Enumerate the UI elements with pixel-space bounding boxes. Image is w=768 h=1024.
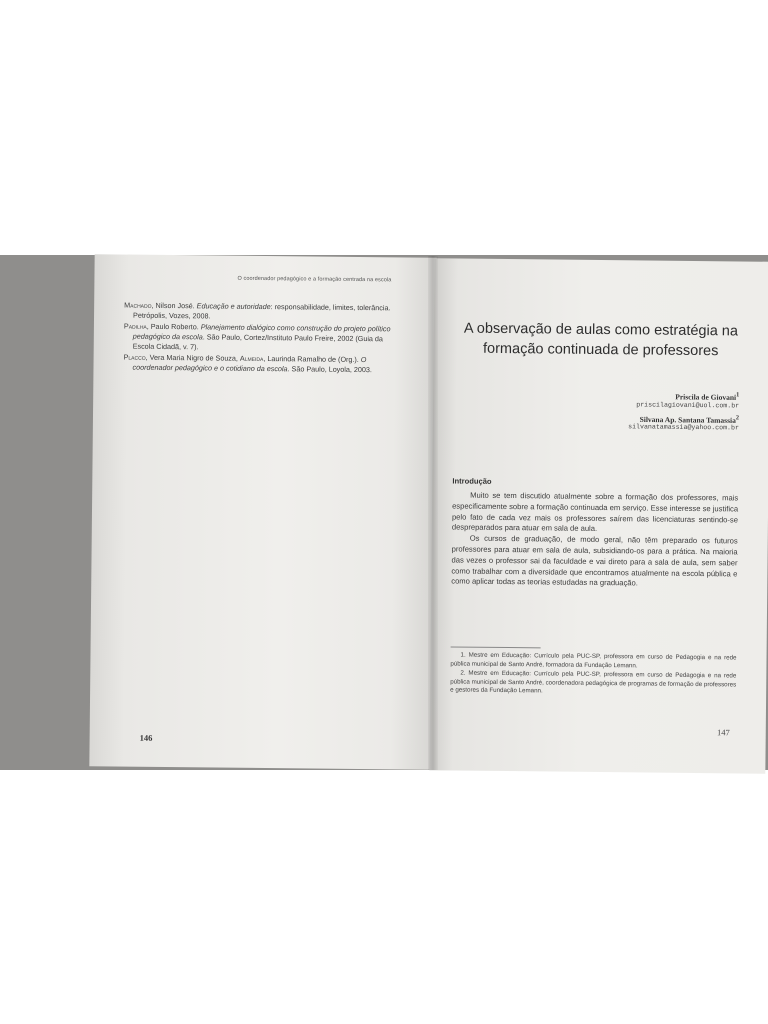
reference-title: O coordenador pedagógico e o cotidiano da escola bbox=[132, 355, 367, 374]
reference-text: : responsabilidade, limites, tolerância. Petrópolis, Vozes, 2008. bbox=[133, 302, 391, 321]
author-name-text: Priscila de Giovani bbox=[675, 392, 737, 402]
reference-item bbox=[124, 301, 406, 324]
book-gutter bbox=[428, 256, 438, 770]
reference-text: , Paulo Roberto. bbox=[146, 321, 201, 332]
author-name-text: Silvana Ap. Santana Tamassia bbox=[639, 414, 736, 425]
paragraph: Muito se tem discutido atualmente sobre a formação dos professores, mais especificamente sobre a formação continuada em serviço. Esse interesse se justifica pelo fato de cada vez mais os professores saírem das licenciaturas sentindo-se despreparados para atuar em sala de aula. bbox=[451, 490, 739, 534]
footnote-marker: 2 bbox=[735, 413, 740, 421]
reference-text: , Vera Maria Nigro de Souza, bbox=[145, 352, 240, 363]
page-number-left: 146 bbox=[139, 732, 153, 743]
reference-text: , Nilson José. bbox=[151, 300, 197, 311]
paragraph: Os cursos de graduação, de modo geral, não têm preparado os futuros professores para atuar em sala de aula, subsidiando-os para a prática. Na maioria das vezes o professor sai da faculdade e vai direto para a sala de aula, sem saber como trabalhar com a diversidade que encontramos atualmente na escola pública e como aplicar todas as teorias estudadas na graduação. bbox=[451, 533, 738, 588]
reference-text: . São Paulo, Cortez/Instituto Paulo Freire, 2002 (Guia da Escola Cidadã, v. 7). bbox=[132, 332, 383, 352]
footnote: 1. Mestre em Educação: Currículo pela PUC-SP, professora em curso de Pedagogia e na rede pública municipal de Santo André, formadora da Fundação Lemann. bbox=[450, 651, 737, 669]
section-heading: Introdução bbox=[452, 476, 492, 486]
running-head: O coordenador pedagógico e a formação centrada na escola bbox=[237, 275, 392, 284]
author-email: priscilagiovani@uol.com.br bbox=[636, 400, 740, 409]
footnote-marker: 1 bbox=[736, 391, 740, 399]
reference-list bbox=[123, 301, 406, 377]
reference-author: Placco bbox=[123, 352, 146, 362]
right-page bbox=[429, 258, 768, 773]
reference-author: Machado bbox=[124, 300, 152, 310]
reference-title: Educação e autoridade bbox=[196, 301, 271, 312]
reference-text: . São Paulo, Loyola, 2003. bbox=[287, 364, 372, 375]
reference-author: Almeida bbox=[239, 353, 264, 363]
reference-author: Padilha bbox=[123, 321, 147, 331]
article-title: A observação de aulas como estratégia na formação continuada de professores bbox=[463, 320, 739, 360]
left-page bbox=[89, 254, 436, 770]
body-text bbox=[451, 490, 738, 590]
reference-title: Planejamento dialógico como construção do projeto político pedagógico da escola bbox=[132, 322, 391, 342]
page-number-right: 147 bbox=[716, 727, 730, 738]
footnote: 2. Mestre em Educação: Currículo pela PUC-SP, professora em curso de Pedagogia e na rede pública municipal de Santo André, coordenadora pedagógica de programas de formação de professores e gestores da Fundação Lemann. bbox=[450, 669, 737, 695]
footnotes bbox=[450, 651, 736, 699]
author-block bbox=[479, 389, 739, 437]
reference-text: , Laurinda Ramalho de (Org.). bbox=[263, 353, 361, 365]
author-email: silvanatamassia@yahoo.com.br bbox=[628, 423, 739, 432]
footnote-divider bbox=[451, 646, 541, 648]
reference-item bbox=[124, 322, 406, 355]
reference-item bbox=[123, 353, 405, 376]
